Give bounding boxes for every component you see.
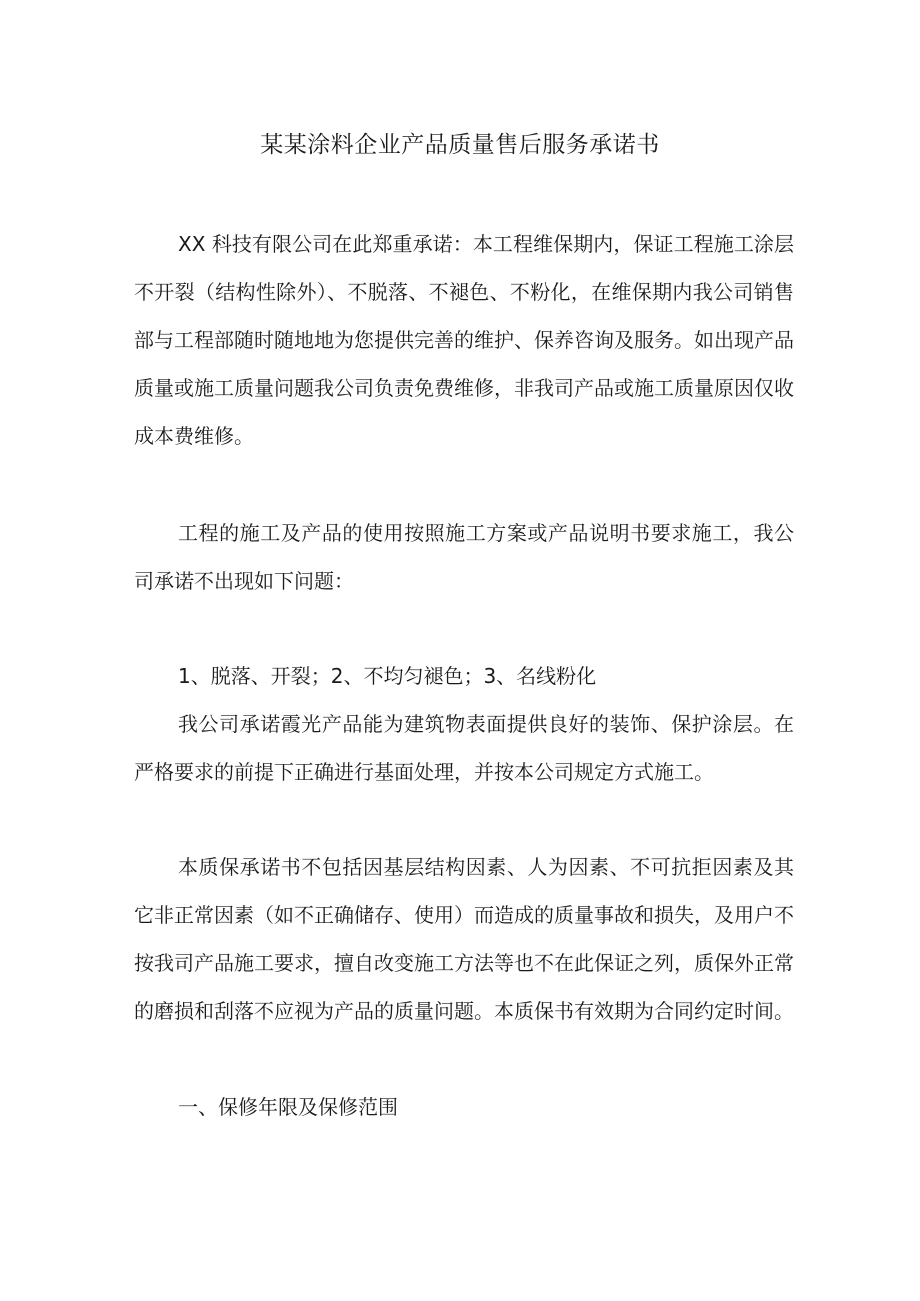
section-heading-warranty-scope: 一、保修年限及保修范围 [178, 1095, 398, 1119]
paragraph-coating-promise: 我公司承诺霞光产品能为建筑物表面提供良好的装饰、保护涂层。在严格要求的前提下正确进行基面处理，并按本公司规定方式施工。 [134, 712, 794, 784]
paragraph-problem-list: 1、脱落、开裂；2、不均匀褪色；3、名线粉化 [178, 664, 597, 688]
paragraph-exclusions: 本质保承诺书不包括因基层结构因素、人为因素、不可抗拒因素及其它非正常因素（如不正确储存、使用）而造成的质量事故和损失，及用户不按我司产品施工要求，擅自改变施工方法等也不在此保证之列，质保外正常的磨损和刮落不应视为产品的质量问题。本质保书有效期为合同约定时间。 [134, 855, 794, 1023]
paragraph-construction: 工程的施工及产品的使用按照施工方案或产品说明书要求施工，我公司承诺不出现如下问题： [134, 521, 794, 593]
document-title: 某某涂料企业产品质量售后服务承诺书 [260, 132, 660, 158]
paragraph-commitment: XX 科技有限公司在此郑重承诺：本工程维保期内，保证工程施工涂层不开裂（结构性除外）、不脱落、不褪色、不粉化，在维保期内我公司销售部与工程部随时随地地为您提供完善的维护、保养咨询及服务。如出现产品质量或施工质量问题我公司负责免费维修，非我司产品或施工质量原因仅收成本费维修。 [134, 232, 794, 448]
